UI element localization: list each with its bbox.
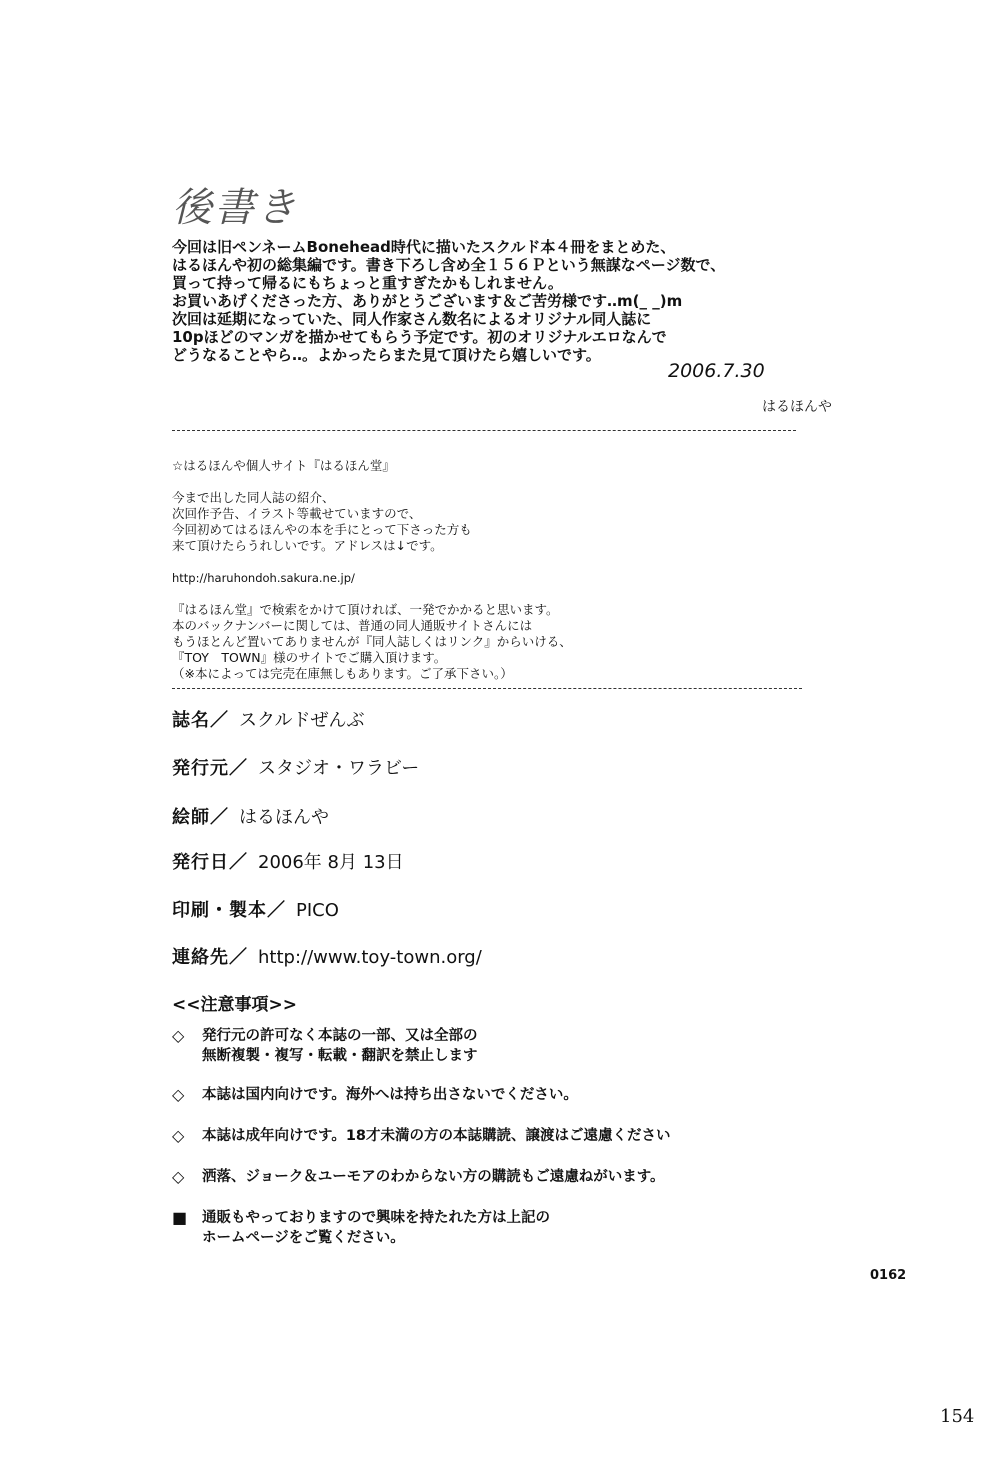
- colophon-label: 印刷・製本／: [172, 900, 286, 921]
- notice-line: 本誌は国内向けです。海外へは持ち出さないでください。: [202, 1087, 578, 1103]
- colophon-date: [172, 848, 404, 874]
- colophon-value: スクルドぜんぶ: [239, 710, 365, 731]
- notices-title: <<注意事項>>: [172, 995, 297, 1015]
- notice-item: [172, 1208, 550, 1248]
- notice-item: [172, 1167, 665, 1187]
- colophon-label: 発行日／: [172, 852, 248, 873]
- notice-line: 洒落、ジョーク＆ユーモアのわからない方の購読もご遠慮ねがいます。: [202, 1169, 665, 1185]
- colophon-value: 2006年 8月 13日: [258, 852, 404, 873]
- afterword-line: 次回は延期になっていた、同人作家さん数名によるオリジナル同人誌に: [172, 310, 652, 328]
- colophon-label: 発行元／: [172, 758, 248, 779]
- site-note-line: 『はるほん堂』で検索をかけて頂ければ、一発でかかると思います。: [172, 602, 559, 617]
- colophon-value: はるほんや: [239, 807, 329, 828]
- diamond-icon: ◇: [172, 1085, 185, 1104]
- notice-item: [172, 1026, 478, 1066]
- afterword-line: お買いあげくださった方、ありがとうございます＆ご苦労様です‥m(_ _)m: [172, 292, 683, 310]
- afterword-date: 2006.7.30: [668, 360, 765, 382]
- site-intro-line: 来て頂けたらうれしいです。アドレスは↓です。: [172, 538, 443, 553]
- colophon-publisher: [172, 754, 419, 780]
- diamond-icon: ◇: [172, 1167, 185, 1186]
- site-url: http://haruhondoh.sakura.ne.jp/: [172, 571, 355, 585]
- site-title: ☆はるほんや個人サイト『はるほん堂』: [172, 458, 395, 473]
- site-intro-line: 今回初めてはるほんやの本を手にとって下さった方も: [172, 522, 472, 537]
- diamond-icon: ◇: [172, 1126, 185, 1145]
- afterword-line: どうなることやら‥。よかったらまた見て頂けたら嬉しいです。: [172, 346, 601, 364]
- notice-line: ホームページをご覧ください。: [202, 1230, 405, 1246]
- colophon-label: 連絡先／: [172, 947, 248, 968]
- colophon-printer: [172, 896, 339, 922]
- colophon-value: PICO: [296, 900, 339, 921]
- site-intro-line: 今まで出した同人誌の紹介、: [172, 490, 335, 505]
- divider: [172, 688, 802, 689]
- notice-line: 無断複製・複写・転載・翻訳を禁止します: [202, 1048, 478, 1064]
- afterword-author: はるほんや: [762, 399, 832, 415]
- notice-line: 通販もやっておりますので興味を持たれた方は上記の: [202, 1210, 550, 1226]
- afterword-line: 10pほどのマンガを描かせてもらう予定です。初のオリジナルエロなんで: [172, 328, 667, 346]
- site-note-line: （※本によっては完売在庫無しもあります。ご了承下さい。）: [172, 666, 513, 681]
- afterword-heading: 後書き: [172, 185, 298, 231]
- divider: [172, 430, 796, 431]
- notice-item: [172, 1085, 578, 1105]
- afterword-line: 今回は旧ペンネームBonehead時代に描いたスクルド本４冊をまとめた、: [172, 238, 676, 256]
- notice-line: 本誌は成年向けです。18才未満の方の本誌購読、譲渡はご遠慮ください: [202, 1128, 671, 1144]
- page-code: 0162: [870, 1268, 907, 1283]
- colophon-value: スタジオ・ワラビー: [258, 758, 420, 779]
- colophon-contact: [172, 943, 482, 969]
- square-icon: ■: [172, 1208, 188, 1227]
- afterword-text: [172, 238, 812, 364]
- site-info: [172, 458, 812, 682]
- site-note-line: 『TOY TOWN』様のサイトでご購入頂けます。: [172, 650, 447, 665]
- site-intro-line: 次回作予告、イラスト等載せていますので、: [172, 506, 422, 521]
- site-note-line: もうほとんど置いてありませんが『同人誌しくはリンク』からいける、: [172, 634, 572, 649]
- colophon-label: 絵師／: [172, 807, 229, 828]
- colophon-value: http://www.toy-town.org/: [258, 947, 482, 968]
- colophon-title: [172, 706, 364, 732]
- site-note-line: 本のバックナンバーに関しては、普通の同人通販サイトさんには: [172, 618, 533, 633]
- colophon-label: 誌名／: [172, 710, 229, 731]
- notice-item: [172, 1126, 671, 1146]
- afterword-line: はるほんや初の総集編です。書き下ろし含め全１５６Ｐという無謀なページ数で、: [172, 256, 726, 274]
- diamond-icon: ◇: [172, 1026, 185, 1045]
- colophon-artist: [172, 803, 329, 829]
- page-number: 154: [940, 1406, 975, 1427]
- afterword-line: 買って持って帰るにもちょっと重すぎたかもしれません。: [172, 274, 563, 292]
- notice-line: 発行元の許可なく本誌の一部、又は全部の: [202, 1028, 478, 1044]
